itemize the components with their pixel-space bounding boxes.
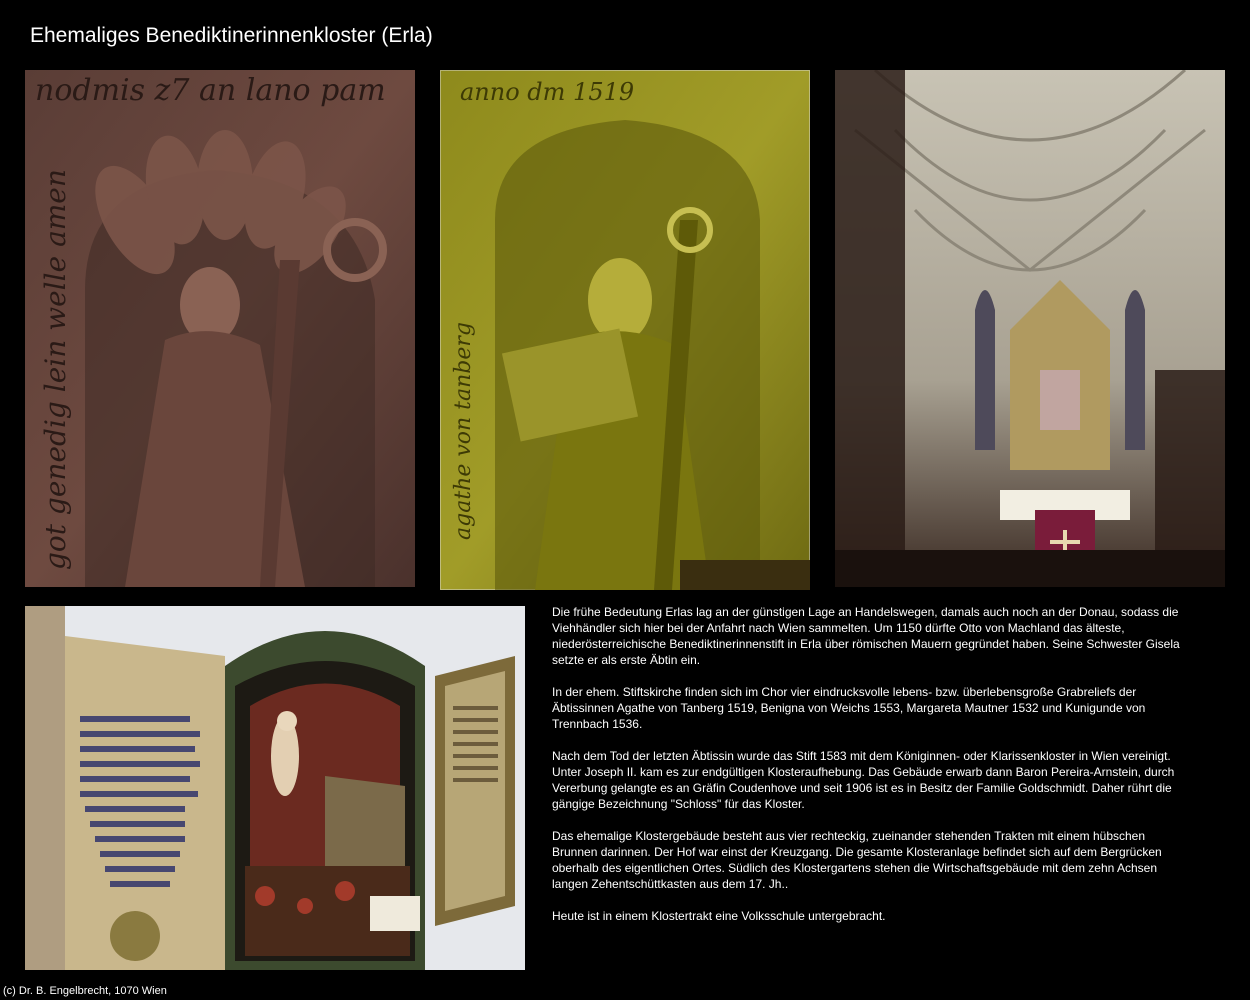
page-title: Ehemaliges Benediktinerinnenkloster (Erla)	[30, 24, 433, 47]
description-paragraph: In der ehem. Stiftskirche finden sich im Chor vier eindrucksvolle lebens- bzw. überlebensgroße Grabreliefs der Äbtissinnen Agathe von Tanberg 1519, Benigna von Weichs 1553, Margareta Mautner 1532 und Kunigunde von Trennbach 1536.	[552, 685, 1146, 731]
svg-text:agathe von tanberg: agathe von tanberg	[451, 321, 476, 540]
photo-triptych-painting	[25, 606, 525, 970]
description-paragraph: Das ehemalige Klostergebäude besteht aus vier rechteckig, zueinander stehenden Trakten mit einem hübschen Brunnen darinnen. Der Hof war einst der Kreuzgang. Die gesamte Klosteranlage befindet sich auf dem Bergrücken oberhalb des eigentlichen Ortes. Südlich des Klostergartens stehen die Wirtschaftsgebäude mit dem zehn Achsen langen Zehentschüttkasten aus dem 17. Jh..	[552, 829, 1162, 891]
description-text	[552, 604, 1192, 940]
description-paragraph: Heute ist in einem Klostertrakt eine Volksschule untergebracht.	[552, 909, 886, 923]
photo-church-interior-altar	[835, 70, 1225, 587]
photo-tombstone-relief-brown	[25, 70, 415, 587]
svg-text:anno dm 1519: anno dm 1519	[460, 78, 635, 106]
svg-text:nodmis z7 an lano pam: nodmis z7 an lano pam	[35, 73, 386, 108]
svg-text:got genedig lein welle amen: got genedig lein welle amen	[39, 169, 72, 570]
copyright-footer: (c) Dr. B. Engelbrecht, 1070 Wien	[3, 985, 167, 997]
photo-tombstone-relief-gold	[440, 70, 810, 590]
description-paragraph: Nach dem Tod der letzten Äbtissin wurde das Stift 1583 mit dem Königinnen- oder Klarissenkloster in Wien vereinigt. Unter Joseph II. kam es zur endgültigen Klosteraufhebung. Das Gebäude erwarb dann Baron Pereira-Arnstein, durch Vererbung gelangte es an Gräfin Coudenhove und seit 1906 ist es in Besitz der Familie Goldschmidt. Daher rührt die gängige Bezeichnung "Schloss" für das Kloster.	[552, 749, 1175, 811]
description-paragraph: Die frühe Bedeutung Erlas lag an der günstigen Lage an Handelswegen, damals auch noch an der Donau, sodass die Viehhändler sich hier bei der Anfahrt nach Wien sammelten. Um 1150 dürfte Otto von Machland das älteste, niederösterreichische Benediktinerinnenstift in Erla über römischen Mauern gegründet haben. Seine Schwester Gisela setzte er als erste Äbtin ein.	[552, 605, 1180, 667]
